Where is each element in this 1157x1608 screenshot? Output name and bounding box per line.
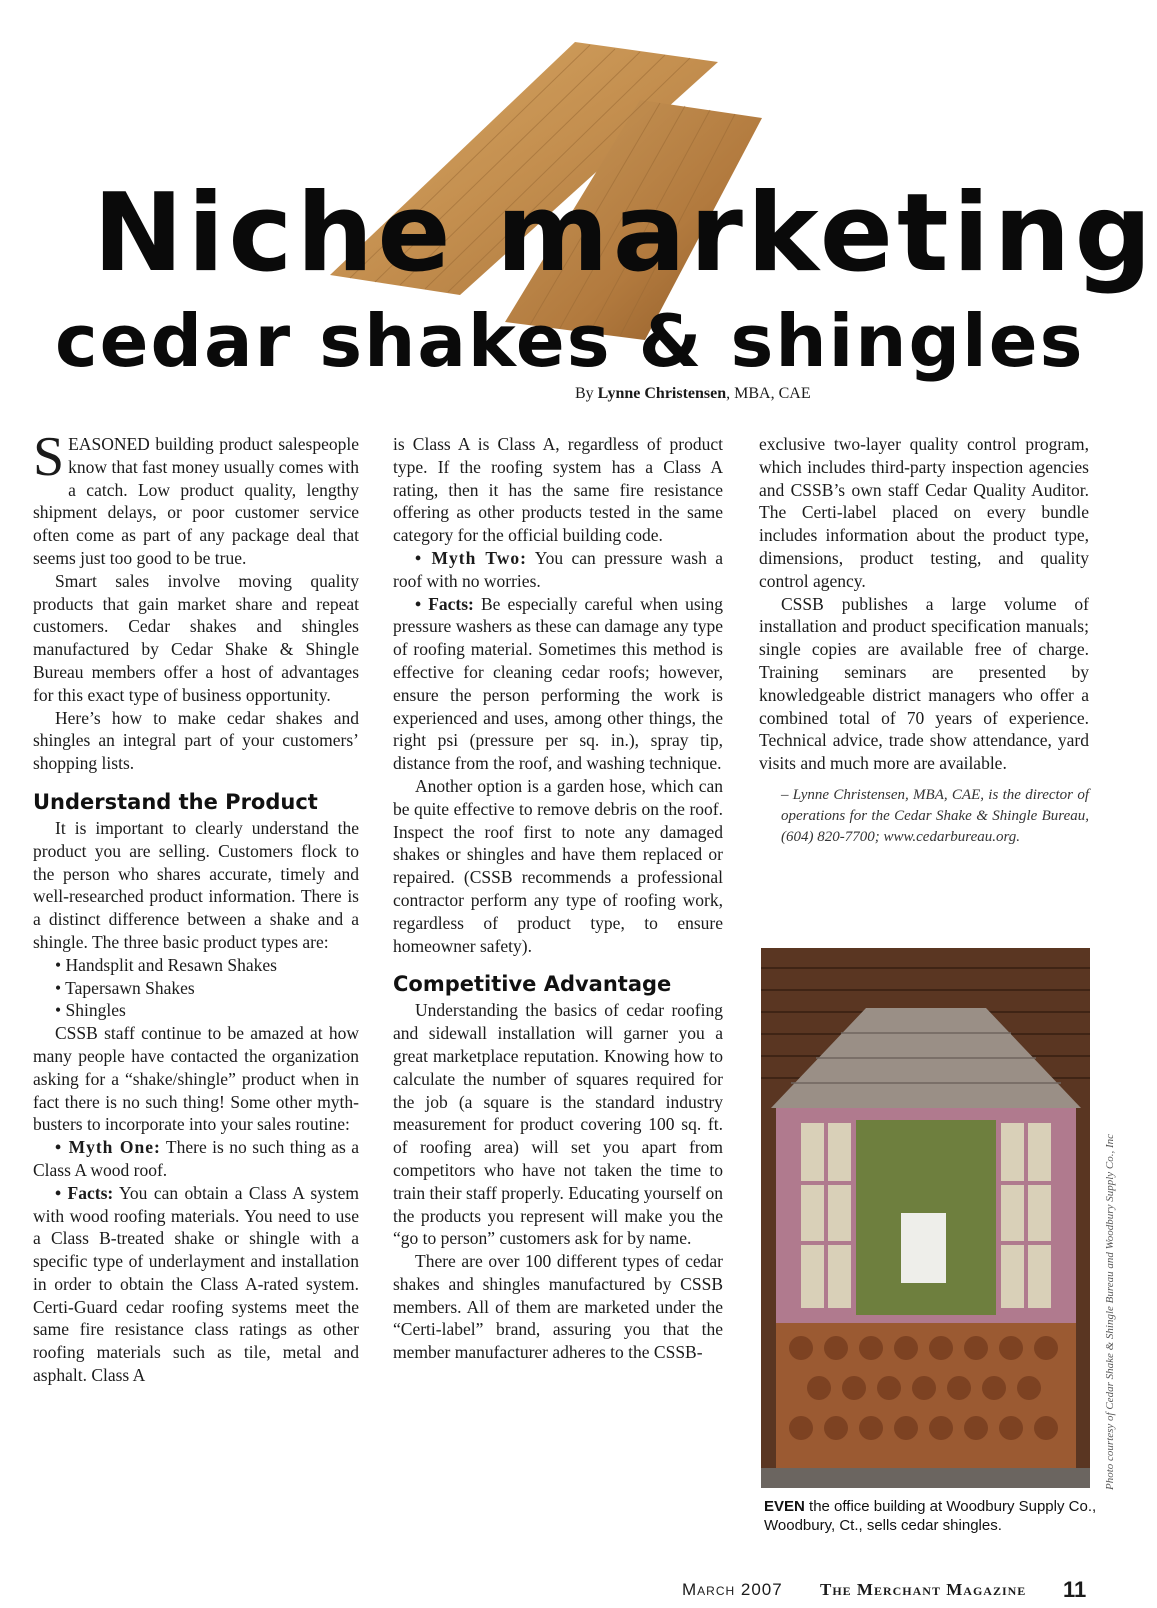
section2-paragraph-1: Understanding the basics of cedar roofing and sidewall installation will garner you a great marketplace reputation. Knowing how to calculate the number of squares required for the job (a square is the standard industry measurement for product covering 100 sq. ft. of roofing area) will set you apart from competitors who have not taken the time to train their staff properly. Educating yourself on the products you represent will make you the “go to person” customers ask for by name. [393, 1000, 723, 1249]
facts-one-continued: is Class A is Class A, regardless of product type. If the roofing system has a Class A rating, then it has the same fire resistance offering as other products tested in the same category for the official building code. [393, 434, 723, 546]
section1-paragraph-1: It is important to clearly understand the product you are selling. Customers flock to the person who shares accurate, timely and well-researched product information. There is a distinct difference between a shake and a shingle. The three basic product types are: [33, 817, 359, 952]
section-heading-competitive-advantage: Competitive Advantage [393, 972, 672, 997]
byline-credentials: , MBA, CAE [726, 385, 811, 402]
article-column-1 [33, 426, 359, 1387]
section-heading-understand-product: Understand the Product [33, 789, 318, 814]
footer-date: March 2007 [682, 1580, 783, 1599]
byline [575, 385, 811, 403]
byline-prefix: By [575, 385, 594, 402]
myth-one [33, 1136, 359, 1182]
myth-one-text: There is no such thing as a Class A wood roof. [33, 1137, 359, 1180]
myth-two-label: • Myth Two: [415, 547, 527, 568]
myth-one-label: • Myth One: [55, 1137, 161, 1158]
facts-two [393, 593, 723, 775]
section2-paragraph-2-continued: exclusive two-layer quality control program, which includes third-party inspection agencies and CSSB’s own staff Cedar Quality Auditor. The Certi-label placed on every bundle includes information about the product type, dimensions, product testing, and quality control agency. [759, 434, 1089, 591]
caption-text: the office building at Woodbury Supply Co., Woodbury, Ct., sells cedar shingles. [764, 1498, 1097, 1534]
page-number: 11 [1063, 1577, 1087, 1602]
caption-lead: EVEN [764, 1498, 805, 1515]
section2-paragraph-3: CSSB publishes a large volume of installation and product specification manuals; single copies are available free of charge. Training seminars are presented by knowledgeable district managers who offer a combined total of 70 years of experience. Technical advice, trade show attendance, yard visits and much more are available. [759, 593, 1089, 774]
intro-paragraph-1 [33, 426, 359, 570]
list-item: • Handsplit and Resawn Shakes [55, 954, 277, 975]
section1-paragraph-2: CSSB staff continue to be amazed at how many people have contacted the organization asking for a “shake/shingle” product when in fact there is no such thing! Some other myth-busters to incorporate into your sales routine: [33, 1023, 359, 1135]
headline-line2: cedar shakes & shingles [55, 299, 1085, 383]
facts-two-label: • Facts: [415, 593, 474, 614]
photo-credit: Photo courtesy of Cedar Shake & Shingle Bureau and Woodbury Supply Co., Inc [1104, 1133, 1116, 1490]
list-item: • Shingles [55, 1000, 126, 1021]
intro-p1-text: EASONED building product salespeople know that fast money usually comes with a catch. Low product quality, lengthy shipment delays, or poor customer service often come as part of any package deal that seems just too good to be true. [33, 434, 359, 568]
list-item: • Tapersawn Shakes [55, 977, 195, 998]
myth-two [393, 547, 723, 593]
footer-magazine-name: The Merchant Magazine [820, 1580, 1027, 1599]
section2-paragraph-2: There are over 100 different types of cedar shakes and shingles manufactured by CSSB members. All of them are marketed under the “Certi-label” brand, assuring you that the member manufacturer adheres to the CSSB- [393, 1251, 723, 1363]
section1-paragraph-3: Another option is a garden hose, which can be quite effective to remove debris on the roof. Inspect the roof first to note any damaged shakes or shingles and have them replaced or repaired. (CSSB recommends a professional contractor perform any type of roofing work, regardless of product type, to ensure homeowner safety). [393, 775, 723, 956]
author-bio: – Lynne Christensen, MBA, CAE, is the director of operations for the Cedar Shake & Shingle Bureau, (604) 820-7700; www.cedarbureau.org. [781, 786, 1089, 845]
myth-two-text: You can pressure wash a roof with no worries. [393, 547, 723, 591]
office-building-photo [761, 948, 1090, 1488]
headline-line1: Niche marketing [93, 171, 1156, 296]
article-column-3 [759, 433, 1089, 848]
intro-paragraph-2: Smart sales involve moving quality products that gain market share and repeat customers. Cedar shakes and shingles manufactured by Cedar Shake & Shingle Bureau members offer a host of advantages for this exact type of business opportunity. [33, 570, 359, 705]
facts-one [33, 1182, 359, 1387]
facts-two-text: Be especially careful when using pressure washers as these can damage any type of roofing material. Sometimes this method is effective for cleaning cedar roofs; however, ensure the person performing the work is experienced and uses, among other things, the right psi (pressure per sq. in.), spray tip, distance from the roof, and washing technique. [393, 593, 723, 774]
photo-caption [764, 1497, 1104, 1535]
byline-author: Lynne Christensen [597, 385, 727, 402]
facts-one-text: You can obtain a Class A system with wood roofing materials. You need to use a Class B-treated shake or shingle with a specific type of underlayment and installation in order to obtain the Class A-rated system. Certi-Guard cedar roofing systems meet the same fire resistance class ratings as other roofing materials such as tile, metal and asphalt. Class A [33, 1182, 359, 1386]
article-column-2 [393, 433, 723, 1364]
intro-paragraph-3: Here’s how to make cedar shakes and shingles an integral part of your customers’ shopping lists. [33, 707, 359, 774]
facts-one-label: • Facts: [55, 1182, 114, 1203]
drop-cap: S [33, 426, 65, 488]
